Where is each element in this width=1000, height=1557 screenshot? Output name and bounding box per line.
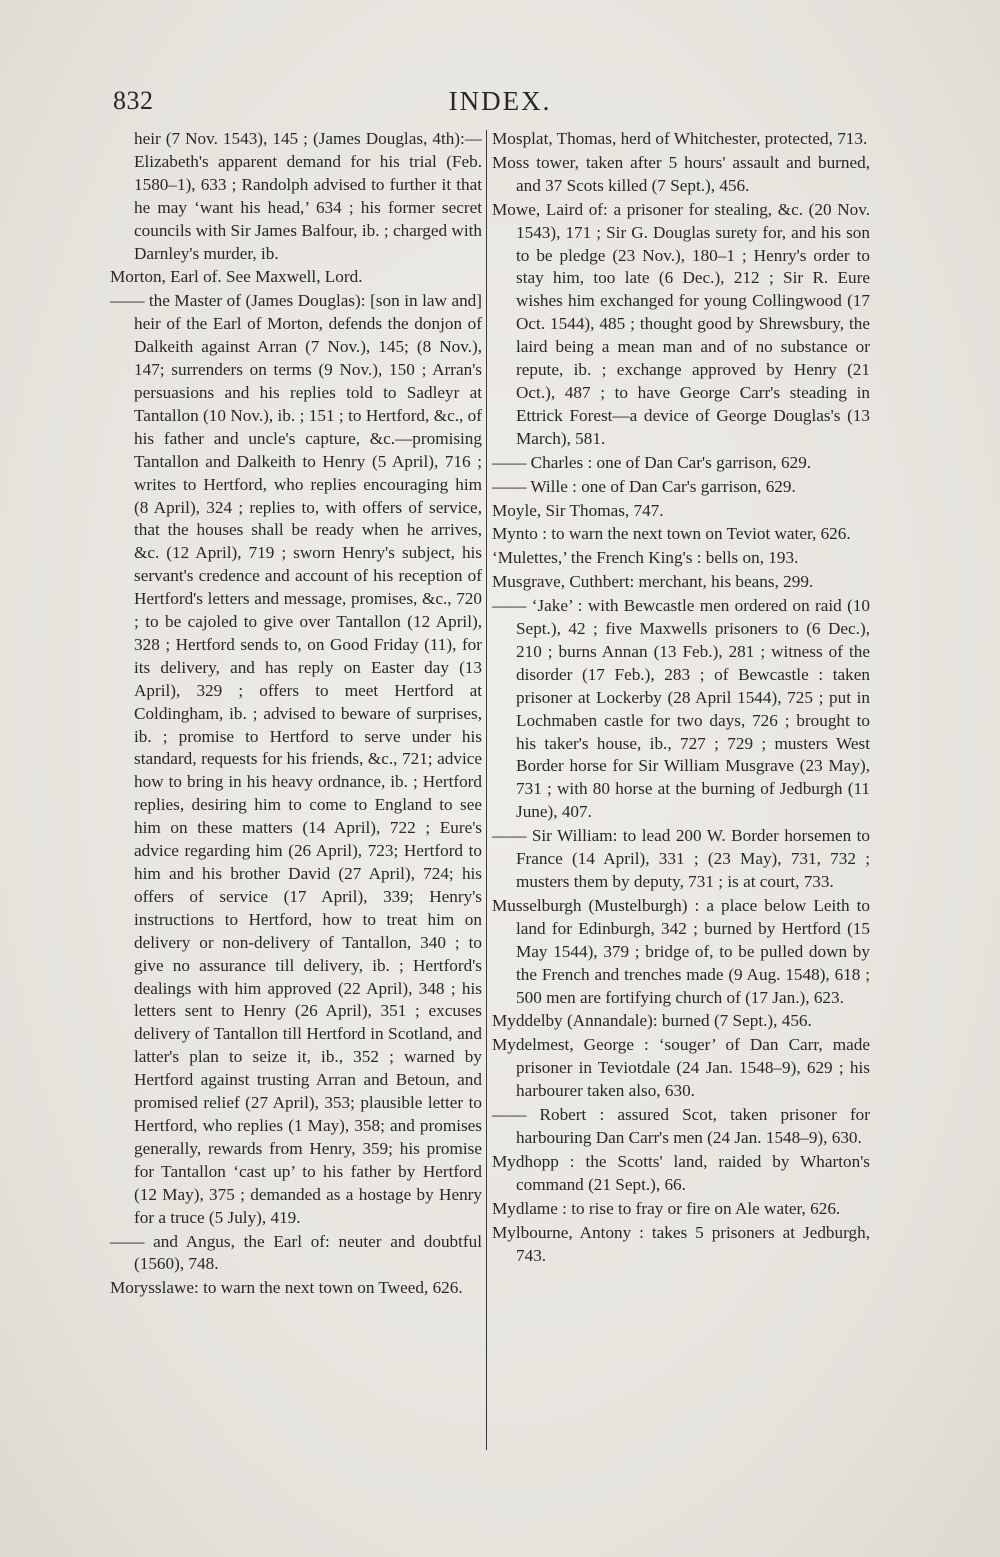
index-entry: —— Robert : assured Scot, taken prisoner for harbouring Dan Carr's men (24 Jan. 1548–9), 630. [492,1105,870,1147]
index-entry: Morysslawe: to warn the next town on Tweed, 626. [110,1278,463,1298]
index-entry: Moss tower, taken after 5 hours' assault and burned, and 37 Scots killed (7 Sept.), 456. [492,152,870,195]
index-entry: —— Charles : one of Dan Car's garrison, 629. [492,452,812,472]
left-column [110,128,482,1301]
index-entry: —— and Angus, the Earl of: neuter and doubtful (1560), 748. [110,1231,482,1274]
index-entry: Mowe, Laird of: a prisoner for stealing, &c. (20 Nov. 1543), 171 ; Sir G. Douglas surety for, and his son to be pledge (23 Nov.), 180–1 ; Henry's order to stay him, too late (6 Dec.), 212 ; Sir R. Eure wishes him exchanged for young Collingwood (17 Oct. 1544), 485 ; thought good by Shrewsbury, the laird being a mean man and of no substance or repute, ib. ; exchange approved by Henry (21 Oct.), 487 ; to have George Carr's steading in Ettrick Forest—a device of George Douglas's (13 March), 581. [492,199,870,448]
index-entry: Myddelby (Annandale): burned (7 Sept.), 456. [492,1011,812,1031]
index-entry: Mylbourne, Antony : takes 5 prisoners at Jedburgh, 743. [492,1222,870,1265]
index-entry: —— Wille : one of Dan Car's garrison, 629. [492,476,796,496]
column-divider [486,130,487,1450]
index-entry: —— the Master of (James Douglas): [son in law and] heir of the Earl of Morton, defends the donjon of Dalkeith against Arran (7 Nov.), 145; (8 Nov.), 147; surrenders on terms (9 Nov.), 150 ; Arran's persuasions and his replies told to Sadleyr at Tantallon (10 Nov.), ib. ; 151 ; to Hertford, &c., of his father and uncle's capture, &c.—promising Tantallon and Dalkeith to Henry (5 April), 716 ; writes to Hertford, who replies encouraging him (8 April), 324 ; replies to, with offers of service, that the houses shall be ready when he arrives, &c. (12 April), 719 ; sworn Henry's subject, his servant's credence and account of his reception of Hertford's letters and message, promises, &c., 720 ; to be cajoled to give over Tantallon (12 April), 328 ; Hertford sends to, on Good Friday (11), for its delivery, and has reply on Easter day (13 April), 329 ; offers to meet Hertford at Coldingham, ib. ; advised to beware of surprises, ib. ; promise to Hertford to serve under his standard, requests for his friends, &c., 721; advice how to bring in his heavy ordnance, ib. ; Hertford replies, desiring him to come to England to see him on these matters (14 April), 722 ; Eure's advice regarding him (26 April), 723; Hertford to him and his brother David (27 April), 724; his offers of service (17 April), 339; Henry's instructions to Hertford, how to treat him on delivery or non-delivery of Tantallon, 340 ; to give no assurance till delivery, ib. ; Hertford's dealings with him approved (22 April), 348 ; his letters sent to Henry (26 April), 351 ; excuses delivery of Tantallon till Hertford in Scotland, and latter's plan to seize it, ib., 352 ; warned by Hertford against trusting Arran and Betoun, and promised relief (27 April), 353; plausible letter to Hertford, who replies (1 May), 358; and promises generally, rewards from Henry, 359; his promise for Tantallon ‘cast up’ to his father by Hertford (12 May), 375 ; demanded as a hostage by Henry for a truce (5 July), 419. [110,291,482,1227]
index-entry: Moyle, Sir Thomas, 747. [492,500,664,520]
page-number: 832 [113,86,154,115]
index-entry: —— Sir William: to lead 200 W. Border horsemen to France (14 April), 331 ; (23 May), 731, 732 ; musters them by deputy, 731 ; is at court, 733. [492,826,870,891]
index-entry: Mydelmest, George : ‘souger’ of Dan Carr, made prisoner in Teviotdale (24 Jan. 1548–9), 629 ; his harbourer taken also, 630. [492,1035,870,1101]
index-entry: ‘Mulettes,’ the French King's : bells on, 193. [492,548,799,568]
index-entry: Mosplat, Thomas, herd of Whitchester, protected, 713. [492,129,868,148]
index-entry: Morton, Earl of. See Maxwell, Lord. [110,267,363,287]
right-column [492,128,870,1268]
running-head: INDEX. [448,86,552,116]
index-entry: Musselburgh (Mustelburgh) : a place below Leith to land for Edinburgh, 342 ; burned by Hertford (15 May 1544), 379 ; bridge of, to be pulled down by the French and trenches made (9 Aug. 1548), 618 ; 500 men are fortifying church of (17 Jan.), 623. [492,895,870,1007]
index-entry: —— ‘Jake’ : with Bewcastle men ordered on raid (10 Sept.), 42 ; five Maxwells prisoners to (6 Dec.), 210 ; burns Annan (13 Feb.), 281 ; witness of the disorder (17 Feb.), 283 ; of Bewcastle : taken prisoner at Lockerby (28 April 1544), 725 ; put in Lochmaben castle for two days, 726 ; brought to his taker's house, ib., 727 ; 729 ; musters West Border horse for Sir William Musgrave (23 May), 731 ; with 80 horse at the burning of Jedburgh (11 June), 407. [492,596,870,822]
index-entry: Mydlame : to rise to fray or fire on Ale water, 626. [492,1198,841,1218]
index-entry: Musgrave, Cuthbert: merchant, his beans, 299. [492,572,814,592]
index-entry: heir (7 Nov. 1543), 145 ; (James Douglas, 4th):—Elizabeth's apparent demand for his trial (Feb. 1580–1), 633 ; Randolph advised to further it that he may ‘want his head,’ 634 ; his former secret councils with Sir James Balfour, ib. ; charged with Darnley's murder, ib. [134,129,482,263]
index-entry: Mydhopp : the Scotts' land, raided by Wharton's command (21 Sept.), 66. [492,1151,870,1194]
index-entry: Mynto : to warn the next town on Teviot water, 626. [492,524,851,544]
